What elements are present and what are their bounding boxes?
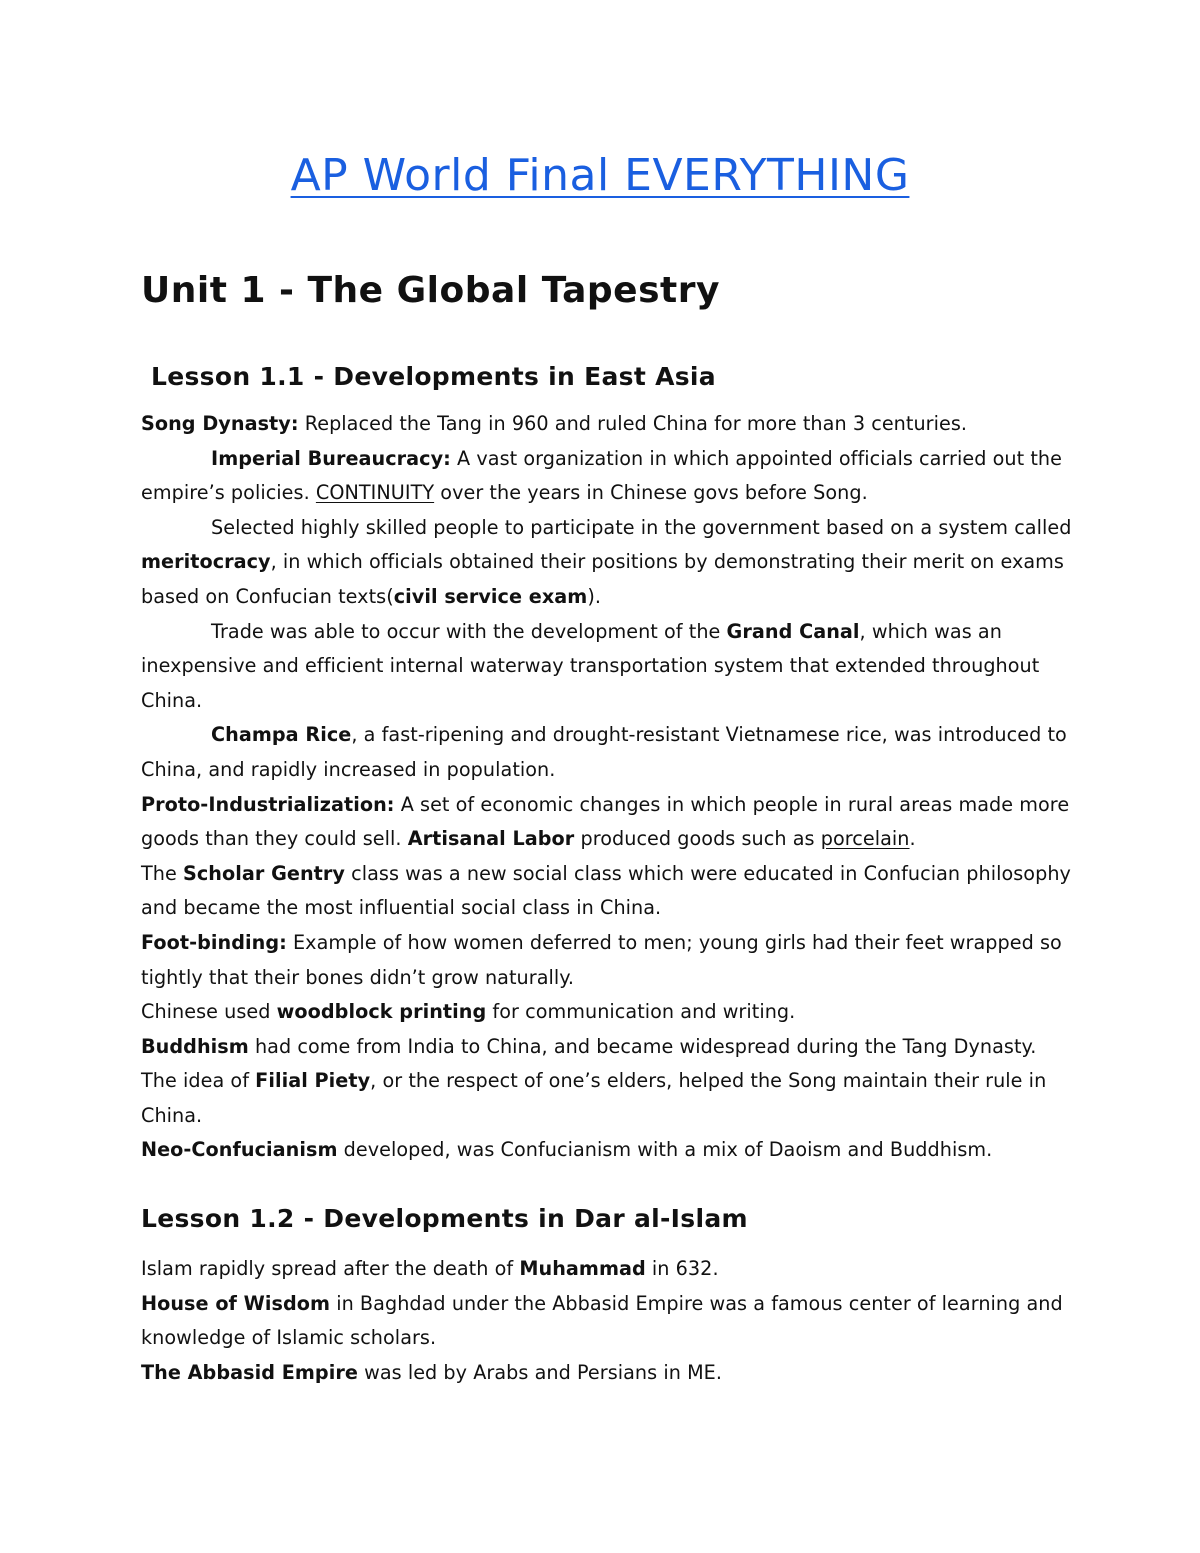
text: Chinese used (141, 1000, 277, 1024)
text: class was a new social class which were educated in Confucian philosophy and became the most influential social class in China. (141, 861, 1071, 920)
text: Example of how women deferred to men; young girls had their feet wrapped so tightly that their bones didn’t grow naturally. (141, 930, 1062, 989)
paragraph-grand-canal (141, 615, 1076, 719)
paragraph-woodblock-printing (141, 995, 1076, 1030)
underlined-text: porcelain (820, 827, 910, 851)
term: Artisanal Labor (407, 827, 575, 851)
text: developed, was Confucianism with a mix of Daoism and Buddhism. (337, 1138, 993, 1162)
paragraph-foot-binding (141, 926, 1076, 995)
paragraph-abbasid-empire (141, 1356, 1076, 1391)
text: had come from India to China, and became widespread during the Tang Dynasty. (248, 1034, 1037, 1058)
document-title: AP World Final EVERYTHING (290, 150, 910, 201)
term: House of Wisdom (141, 1291, 331, 1315)
text: Islam rapidly spread after the death of (141, 1257, 520, 1280)
text: in Baghdad under the Abbasid Empire was a famous center of learning and knowledge of Islamic scholars. (141, 1291, 1063, 1350)
underlined-text: CONTINUITY (315, 481, 435, 505)
text: The (141, 861, 183, 885)
paragraph-song-dynasty (141, 407, 1076, 442)
text: The idea of (141, 1069, 256, 1093)
paragraph-champa-rice (141, 718, 1076, 787)
term: Buddhism (141, 1034, 249, 1058)
text: over the years in Chinese govs before Song. (434, 481, 868, 505)
text: , a fast-ripening and drought-resistant Vietnamese rice, was introduced to China, and rapidly increased in population. (141, 723, 1067, 781)
term: The Abbasid Empire (141, 1360, 358, 1384)
paragraph-scholar-gentry (141, 857, 1076, 926)
lesson-1-heading: Lesson 1.1 - Developments in East Asia (151, 362, 716, 391)
text: A set of economic changes in which people in rural areas made more goods than they could sell. (141, 792, 1070, 851)
term: Song Dynasty: (141, 412, 299, 435)
text: in 632. (645, 1257, 719, 1280)
term: Proto-Industrialization: (141, 792, 395, 816)
text: Replaced the Tang in 960 and ruled China for more than 3 centuries. (298, 412, 968, 435)
term: Filial Piety (255, 1069, 371, 1093)
paragraph-house-of-wisdom (141, 1287, 1076, 1356)
paragraph-meritocracy (141, 511, 1076, 615)
paragraph-neo-confucianism (141, 1133, 1076, 1168)
paragraph-buddhism (141, 1030, 1076, 1065)
term: Grand Canal (726, 619, 860, 643)
lesson-2-body (141, 1252, 1076, 1390)
text: for communication and writing. (486, 1000, 796, 1024)
text: Trade was able to occur with the development of the (211, 619, 727, 643)
term: Champa Rice (211, 723, 352, 747)
term: woodblock printing (276, 1000, 487, 1024)
paragraph-imperial-bureaucracy (141, 442, 1076, 511)
text: Selected highly skilled people to participate in the government based on a system called (211, 515, 1072, 539)
term: Neo-Confucianism (141, 1138, 338, 1162)
text: A vast organization in which appointed officials carried out the empire’s policies. (141, 446, 1062, 505)
term: Imperial Bureaucracy: (211, 446, 451, 470)
term: Foot-binding: (141, 930, 287, 954)
text: ). (587, 584, 601, 608)
unit-heading: Unit 1 - The Global Tapestry (141, 270, 720, 311)
text: , or the respect of one’s elders, helped the Song maintain their rule in China. (141, 1069, 1047, 1127)
lesson-2-heading: Lesson 1.2 - Developments in Dar al-Islam (141, 1204, 748, 1233)
term: Muhammad (519, 1257, 646, 1280)
text: , which was an inexpensive and efficient internal waterway transportation system that extended throughout China. (141, 619, 1040, 712)
lesson-1-body (141, 407, 1076, 1168)
paragraph-islam-spread (141, 1252, 1076, 1287)
term: meritocracy (141, 550, 271, 574)
text: . (909, 827, 916, 851)
term: civil service exam (393, 584, 588, 608)
text: , in which officials obtained their positions by demonstrating their merit on exams based on Confucian texts( (141, 550, 1064, 608)
term: Scholar Gentry (183, 861, 345, 885)
paragraph-filial-piety (141, 1064, 1076, 1133)
paragraph-proto-industrialization (141, 788, 1076, 857)
text: produced goods such as (574, 827, 821, 851)
text: was led by Arabs and Persians in ME. (357, 1360, 723, 1384)
